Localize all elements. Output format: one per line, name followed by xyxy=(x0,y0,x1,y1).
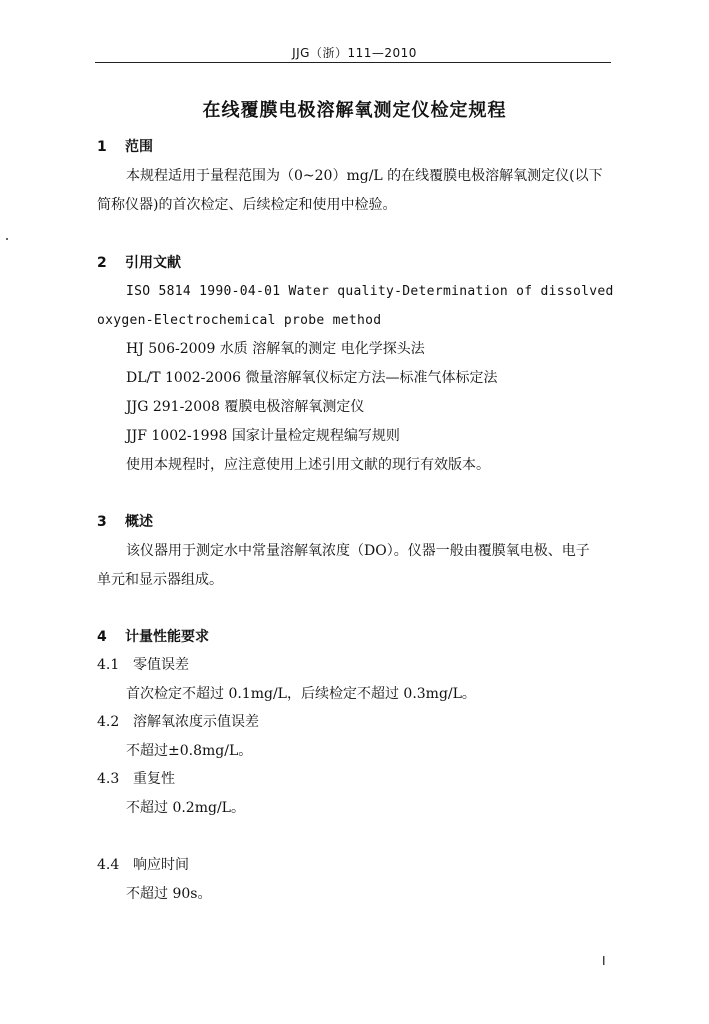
section-3-heading xyxy=(97,513,153,531)
section-title: 引用文献 xyxy=(125,255,181,271)
subsection-4-3-text: 不超过 0.2mg/L。 xyxy=(126,800,245,816)
reference-note: 使用本规程时，应注意使用上述引用文献的现行有效版本。 xyxy=(126,457,490,473)
subsection-number: 4.3 xyxy=(97,771,120,787)
paragraph-line: 简称仪器)的首次检定、后续检定和使用中检验。 xyxy=(97,197,397,213)
reference-hj: HJ 506-2009 水质 溶解氧的测定 电化学探头法 xyxy=(126,341,425,357)
subsection-number: 4.2 xyxy=(97,714,120,730)
subsection-number: 4.1 xyxy=(97,657,120,673)
reference-iso-cont: oxygen-Electrochemical probe method xyxy=(97,313,382,328)
scan-speck xyxy=(6,238,8,240)
paragraph-line: 单元和显示器组成。 xyxy=(97,572,223,588)
subsection-4-1-text: 首次检定不超过 0.1mg/L，后续检定不超过 0.3mg/L。 xyxy=(126,686,476,702)
reference-iso: ISO 5814 1990-04-01 Water quality-Determination of dissolved xyxy=(126,284,614,299)
document-code: JJG（浙）111—2010 xyxy=(292,46,417,60)
paragraph-line: 本规程适用于量程范围为（0~20）mg/L 的在线覆膜电极溶解氧测定仪(以下 xyxy=(126,168,603,184)
section-title: 概述 xyxy=(125,514,153,530)
page-number: I xyxy=(602,954,606,968)
reference-jjg: JJG 291-2008 覆膜电极溶解氧测定仪 xyxy=(126,399,365,415)
section-number: 2 xyxy=(97,255,107,271)
section-2-heading xyxy=(97,254,181,272)
subsection-title: 零值误差 xyxy=(133,657,189,673)
section-number: 3 xyxy=(97,514,107,530)
subsection-number: 4.4 xyxy=(97,857,120,873)
subsection-title: 溶解氧浓度示值误差 xyxy=(133,714,259,730)
paragraph-line: 该仪器用于测定水中常量溶解氧浓度（DO）。仪器一般由覆膜氧电极、电子 xyxy=(126,543,590,559)
section-number: 4 xyxy=(97,629,107,645)
subsection-4-1-heading xyxy=(97,656,189,674)
section-title: 计量性能要求 xyxy=(125,629,209,645)
subsection-4-4-heading xyxy=(97,856,189,874)
subsection-4-2-heading xyxy=(97,713,259,731)
section-1-heading xyxy=(97,138,153,156)
subsection-4-4-text: 不超过 90s。 xyxy=(126,886,212,902)
subsection-4-3-heading xyxy=(97,770,175,788)
subsection-title: 重复性 xyxy=(133,771,175,787)
reference-jjf: JJF 1002-1998 国家计量检定规程编写规则 xyxy=(126,428,400,444)
section-number: 1 xyxy=(97,139,107,155)
section-4-heading xyxy=(97,628,209,646)
section-title: 范围 xyxy=(125,139,153,155)
subsection-4-2-text: 不超过±0.8mg/L。 xyxy=(126,743,253,759)
subsection-title: 响应时间 xyxy=(133,857,189,873)
page-title: 在线覆膜电极溶解氧测定仪检定规程 xyxy=(202,100,507,121)
reference-dlt: DL/T 1002-2006 微量溶解氧仪标定方法—标准气体标定法 xyxy=(126,370,498,386)
header-rule xyxy=(95,62,611,63)
